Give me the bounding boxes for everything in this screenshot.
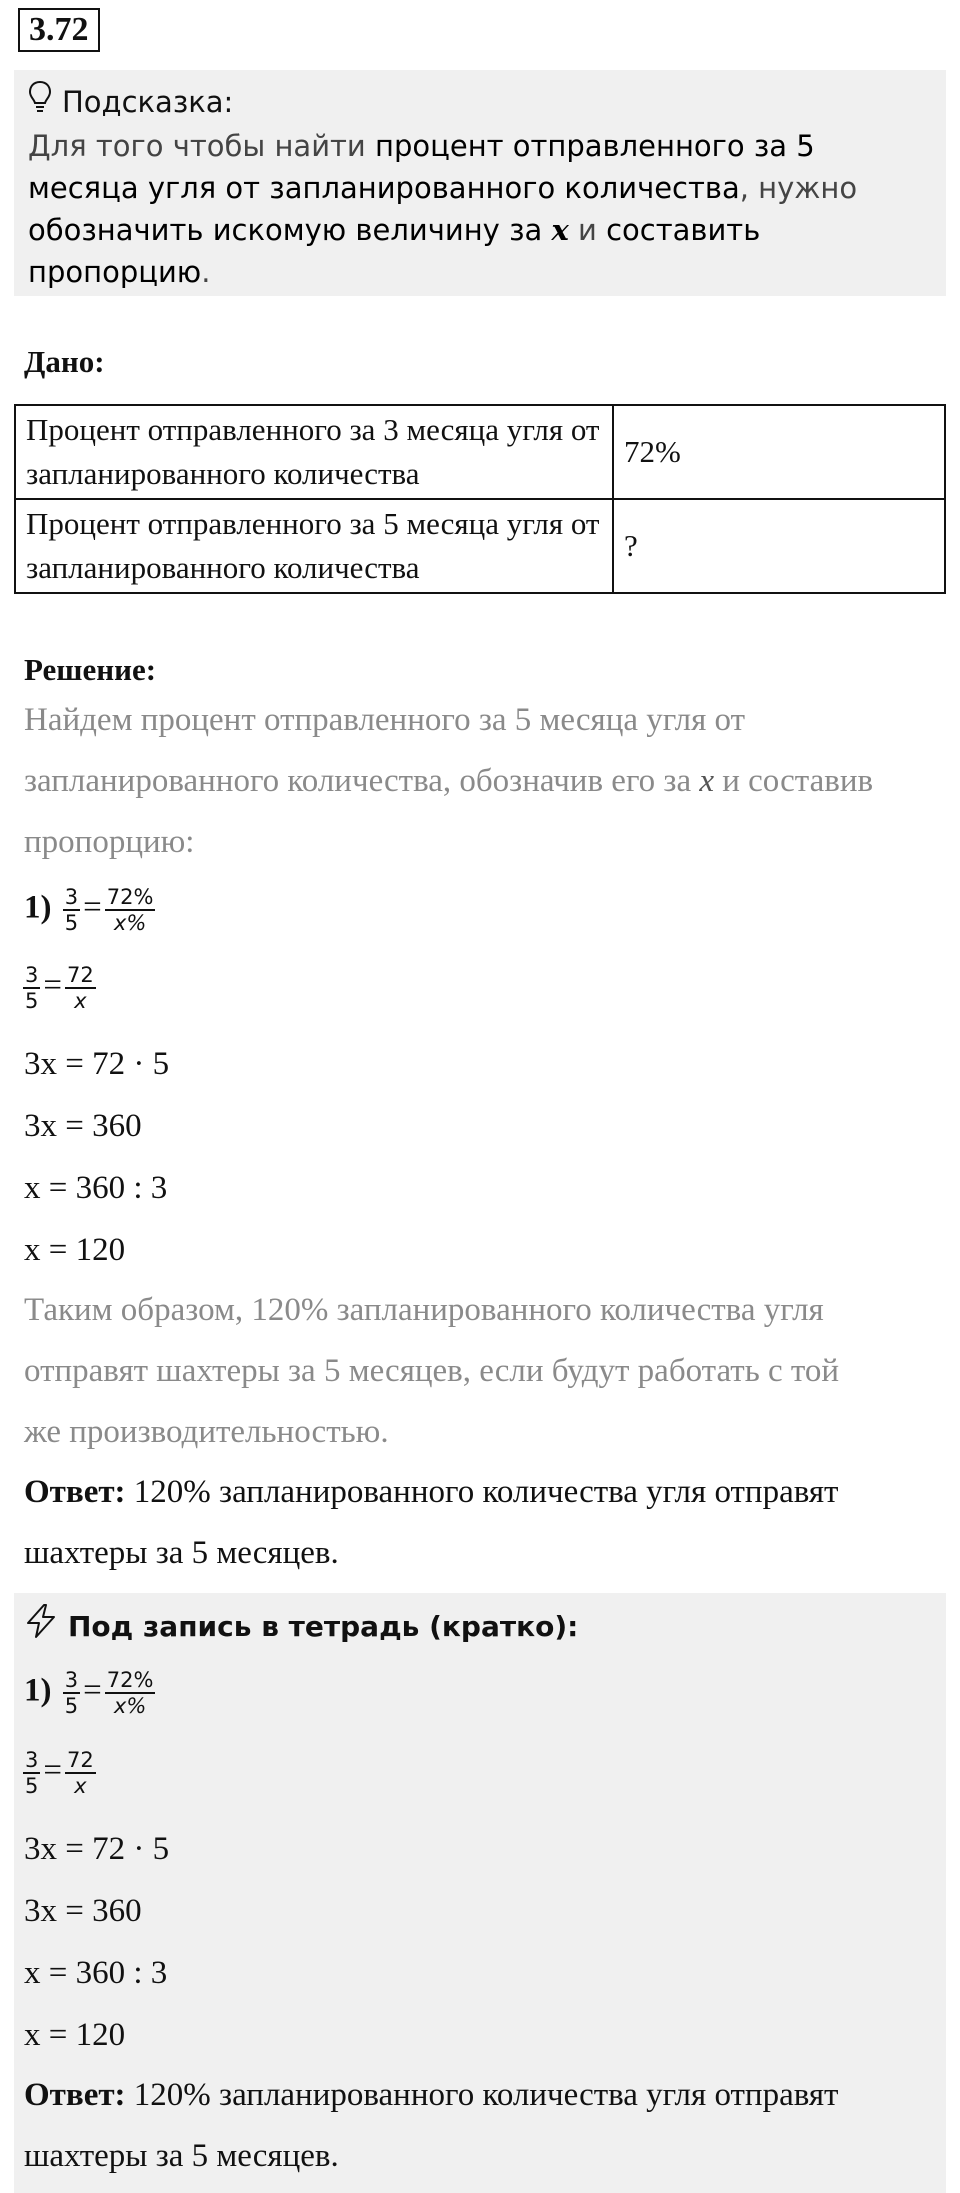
task-number: 3.72	[18, 8, 100, 52]
notes-title: Под запись в тетрадь (кратко):	[68, 1609, 579, 1643]
solution-intro-3: пропорцию:	[24, 824, 195, 860]
step-1-proportion: 1) $\frac{3}{5}$ = $\frac{72\%}{x\%}$	[24, 885, 154, 935]
lightning-icon	[24, 1603, 58, 1650]
equation-3: x = 360 : 3	[24, 1170, 168, 1206]
given-label: Процент отправленного за 3 месяца угля от запланированного количества	[15, 405, 613, 499]
notes-equation-2: 3x = 360	[24, 1893, 142, 1929]
notes-equation-1: 3x = 72 · 5	[24, 1831, 170, 1867]
hint-title: Подсказка:	[62, 85, 234, 119]
conclusion-1: Таким образом, 120% запланированного количества угля	[24, 1292, 824, 1328]
hint-box	[14, 70, 946, 296]
given-heading: Дано:	[24, 344, 105, 379]
conclusion-2: отправят шахтеры за 5 месяцев, если будут работать с той	[24, 1353, 840, 1389]
given-value: ?	[613, 499, 945, 593]
notes-equation-3: x = 360 : 3	[24, 1955, 168, 1991]
given-table	[14, 404, 946, 594]
notes-answer-line-1: Ответ: 120% запланированного количества угля отправят	[24, 2077, 839, 2113]
given-value: 72%	[613, 405, 945, 499]
equation-1: 3x = 72 · 5	[24, 1046, 170, 1082]
equation-4: x = 120	[24, 1232, 126, 1268]
given-label: Процент отправленного за 5 месяца угля от запланированного количества	[15, 499, 613, 593]
notes-proportion-simplified: $\frac{3}{5}$ = $\frac{72}{x}$	[25, 1748, 94, 1798]
answer-line-2: шахтеры за 5 месяцев.	[24, 1535, 339, 1571]
solution-heading: Решение:	[24, 652, 157, 687]
solution-intro-1: Найдем процент отправленного за 5 месяца угля от	[24, 702, 746, 738]
hint-header	[28, 80, 233, 124]
conclusion-3: же производительностью.	[24, 1414, 389, 1450]
notes-equation-4: x = 120	[24, 2017, 126, 2053]
lightbulb-icon	[28, 80, 52, 124]
notes-step-1-proportion: 1) $\frac{3}{5}$ = $\frac{72\%}{x\%}$	[24, 1668, 154, 1718]
solution-intro-2: запланированного количества, обозначив его за x и составив	[24, 763, 874, 799]
proportion-simplified: $\frac{3}{5}$ = $\frac{72}{x}$	[25, 963, 94, 1013]
notes-header	[24, 1603, 578, 1650]
table-row	[15, 405, 945, 499]
notes-box	[14, 1593, 946, 2193]
answer-line-1: Ответ: 120% запланированного количества угля отправят	[24, 1474, 839, 1510]
equation-2: 3x = 360	[24, 1108, 142, 1144]
hint-text: Для того чтобы найти процент отправленного за 5 месяца угля от запланированного количества, нужно обозначить искомую величину за x и составить пропорцию.	[28, 129, 858, 289]
table-row	[15, 499, 945, 593]
notes-answer-line-2: шахтеры за 5 месяцев.	[24, 2138, 339, 2174]
